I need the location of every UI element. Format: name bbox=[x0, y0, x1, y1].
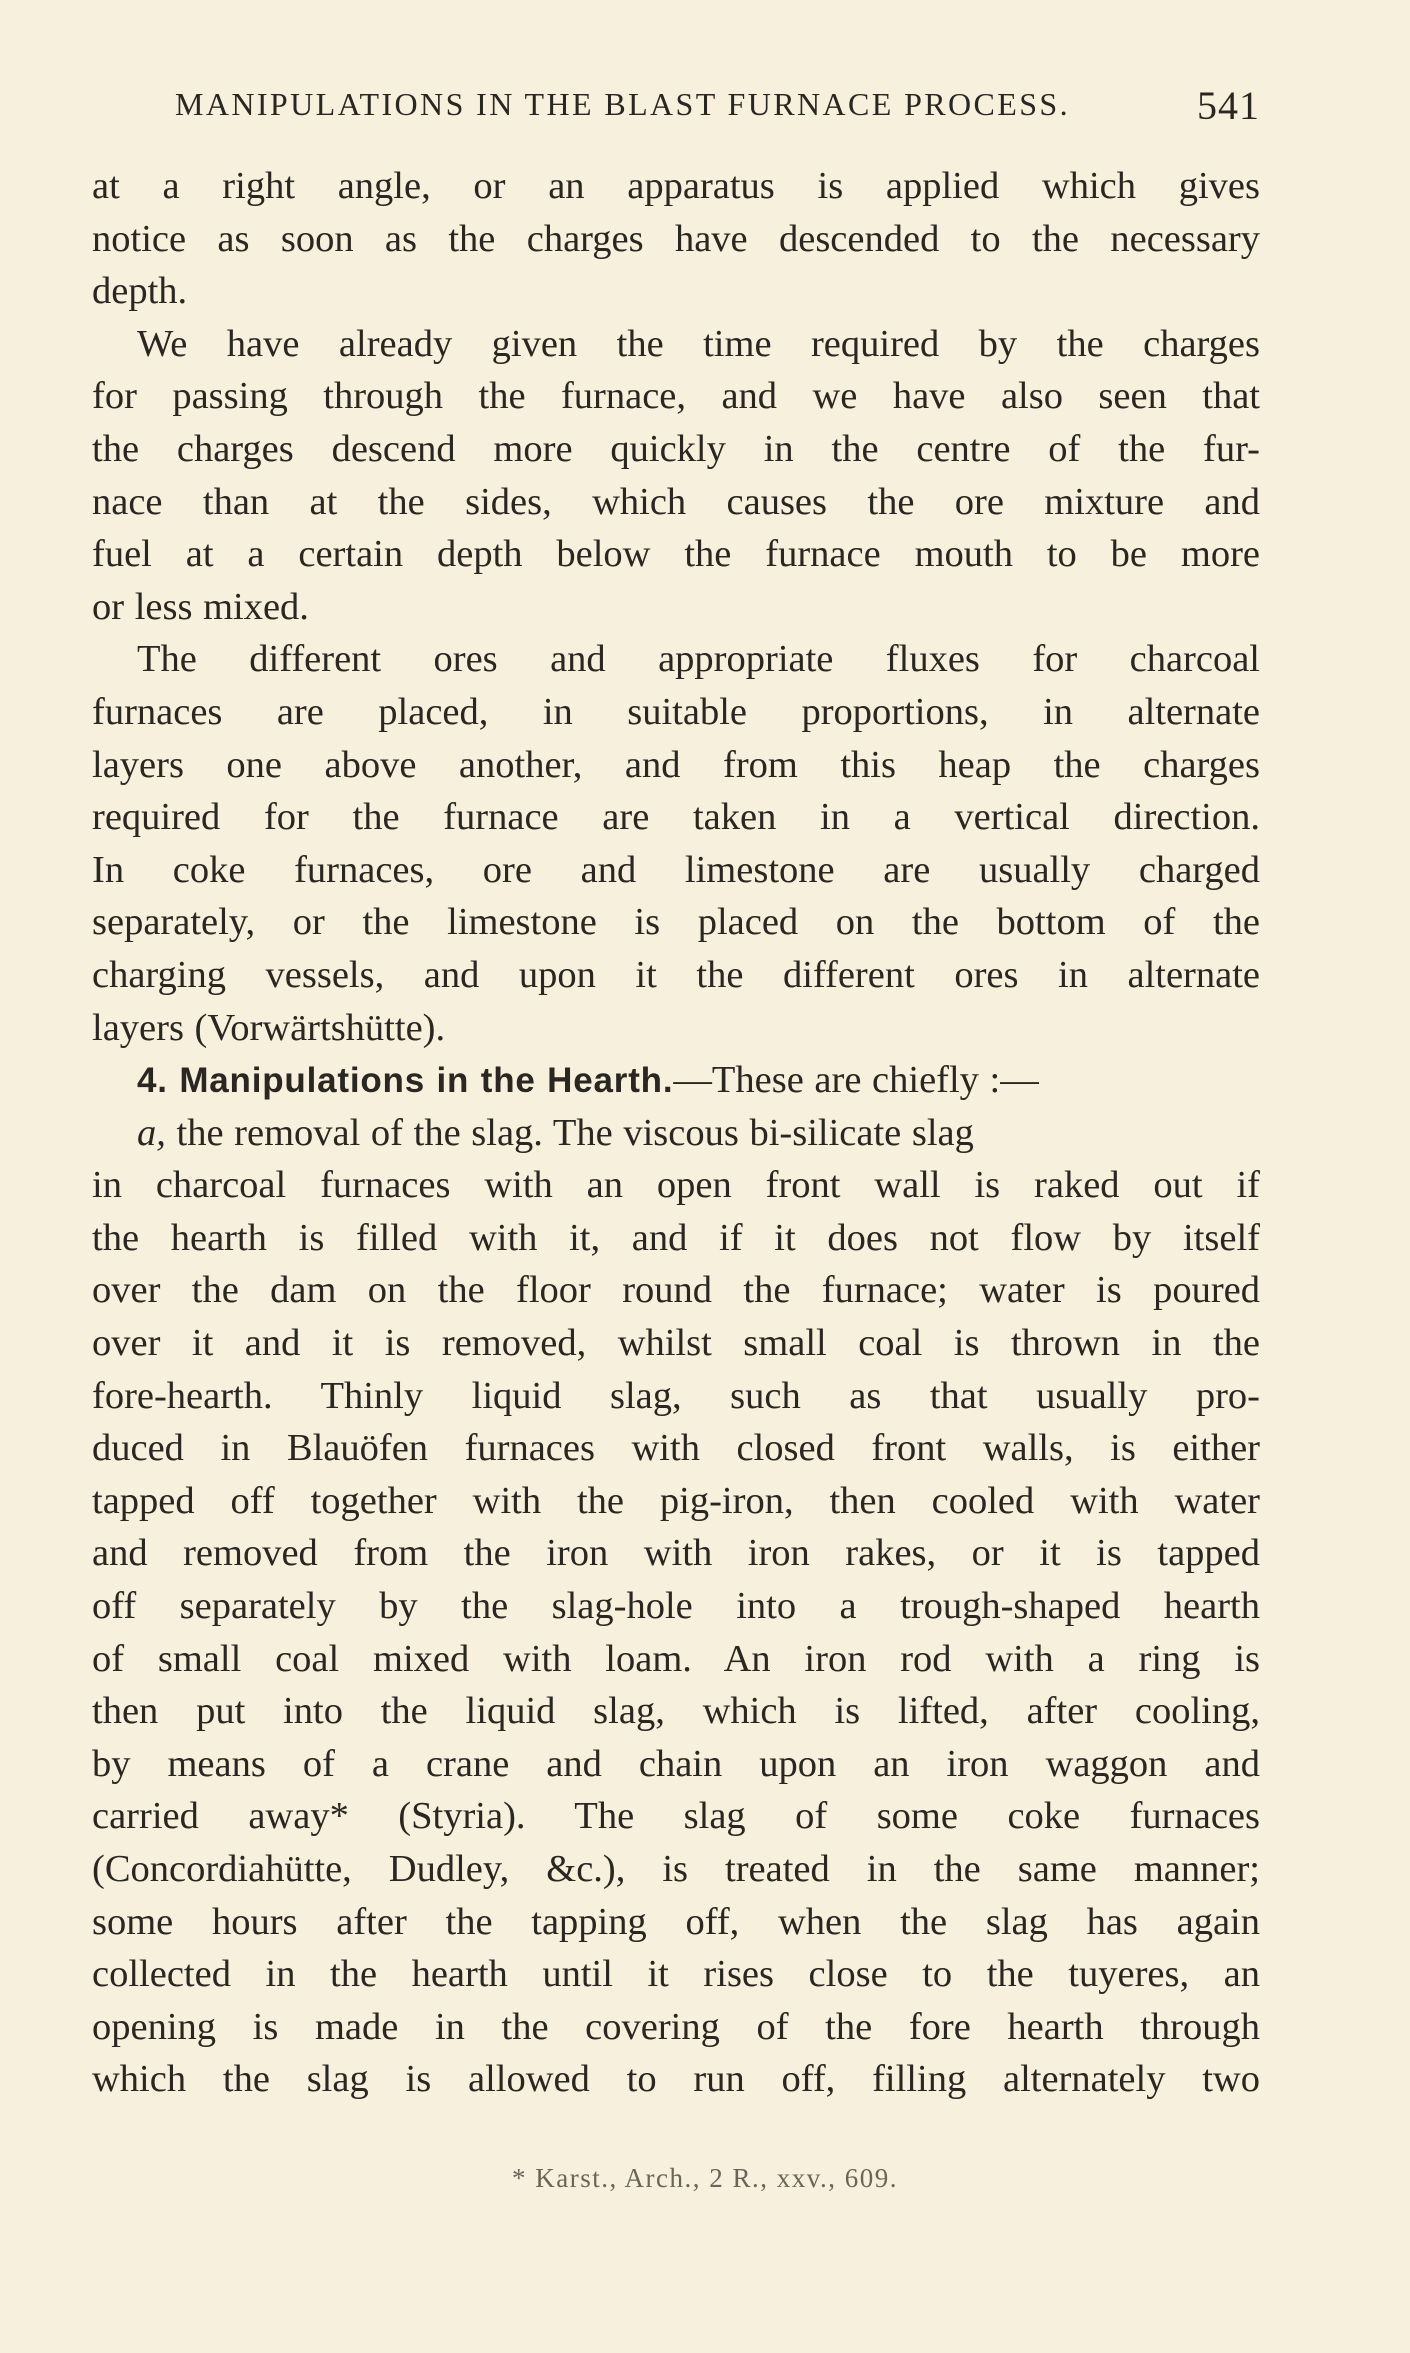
text-line: of small coal mixed with loam. An iron rod with a ring is bbox=[92, 1637, 1260, 1680]
text-line: We have already given the time required by the charges bbox=[137, 322, 1260, 365]
text-line: over the dam on the floor round the furnace; water is poured bbox=[92, 1269, 1260, 1312]
text-line: and removed from the iron with iron rakes, or it is tapped bbox=[92, 1532, 1260, 1575]
body-text bbox=[92, 160, 1260, 2106]
text-line: opening is made in the covering of the fore hearth through bbox=[92, 2005, 1260, 2048]
text-line: then put into the liquid slag, which is lifted, after cooling, bbox=[92, 1690, 1260, 1733]
text-line: charging vessels, and upon it the different ores in alternate bbox=[92, 953, 1260, 996]
text-line: in charcoal furnaces with an open front wall is raked out if bbox=[92, 1164, 1260, 1207]
text-line: the hearth is filled with it, and if it does not flow by itself bbox=[92, 1216, 1260, 1259]
text-line: In coke furnaces, ore and limestone are usually charged bbox=[92, 848, 1260, 891]
running-title: MANIPULATIONS IN THE BLAST FURNACE PROCESS. bbox=[175, 86, 1071, 122]
footnote: * Karst., Arch., 2 R., xxv., 609. bbox=[512, 2163, 898, 2193]
text-line bbox=[92, 1107, 1260, 1160]
text-line: over it and it is removed, whilst small coal is thrown in the bbox=[92, 1322, 1260, 1365]
text-line: nace than at the sides, which causes the ore mixture and bbox=[92, 480, 1260, 523]
text-line: carried away* (Styria). The slag of some coke furnaces bbox=[92, 1795, 1260, 1838]
text-line: for passing through the furnace, and we have also seen that bbox=[92, 375, 1260, 418]
section-heading: 4. Manipulations in the Hearth. bbox=[137, 1061, 674, 1101]
text-line: notice as soon as the charges have descended to the necessary bbox=[92, 217, 1260, 260]
text-line: (Concordiahütte, Dudley, &c.), is treated in the same manner; bbox=[92, 1848, 1260, 1890]
page-number: 541 bbox=[1197, 83, 1260, 128]
text-line: layers (Vorwärtshütte). bbox=[92, 1006, 446, 1049]
running-head bbox=[175, 82, 1260, 132]
text-line: which the slag is allowed to run off, filling alternately two bbox=[92, 2058, 1260, 2101]
text-line: duced in Blauöfen furnaces with closed front walls, is either bbox=[92, 1427, 1260, 1470]
text-line: at a right angle, or an apparatus is applied which gives bbox=[92, 165, 1260, 207]
section-heading-line bbox=[92, 1054, 1260, 1107]
text-line: furnaces are placed, in suitable proportions, in alternate bbox=[92, 690, 1260, 733]
text-line: tapped off together with the pig-iron, then cooled with water bbox=[92, 1479, 1260, 1522]
text-line: required for the furnace are taken in a vertical direction. bbox=[92, 796, 1260, 839]
text-line: depth. bbox=[92, 270, 188, 313]
text-line: fore-hearth. Thinly liquid slag, such as that usually pro- bbox=[92, 1374, 1260, 1417]
text-line: the charges descend more quickly in the centre of the fur- bbox=[92, 427, 1260, 470]
text-line: layers one above another, and from this heap the charges bbox=[92, 743, 1260, 786]
text-line: by means of a crane and chain upon an iron waggon and bbox=[92, 1742, 1260, 1785]
text-line: or less mixed. bbox=[92, 585, 309, 628]
list-marker: a, bbox=[137, 1111, 166, 1154]
section-heading-rest: —These are chiefly :— bbox=[673, 1059, 1039, 1102]
text-line: off separately by the slag-hole into a trough-shaped hearth bbox=[92, 1585, 1260, 1628]
text-line: some hours after the tapping off, when the slag has again bbox=[92, 1900, 1260, 1943]
text-line: collected in the hearth until it rises close to the tuyeres, an bbox=[92, 1953, 1260, 1996]
text-line-rest: the removal of the slag. The viscous bi-silicate slag bbox=[165, 1111, 974, 1154]
text-line: separately, or the limestone is placed on the bottom of the bbox=[92, 901, 1260, 944]
text-line: The different ores and appropriate fluxes for charcoal bbox=[137, 638, 1260, 681]
text-line: fuel at a certain depth below the furnace mouth to be more bbox=[92, 533, 1260, 576]
